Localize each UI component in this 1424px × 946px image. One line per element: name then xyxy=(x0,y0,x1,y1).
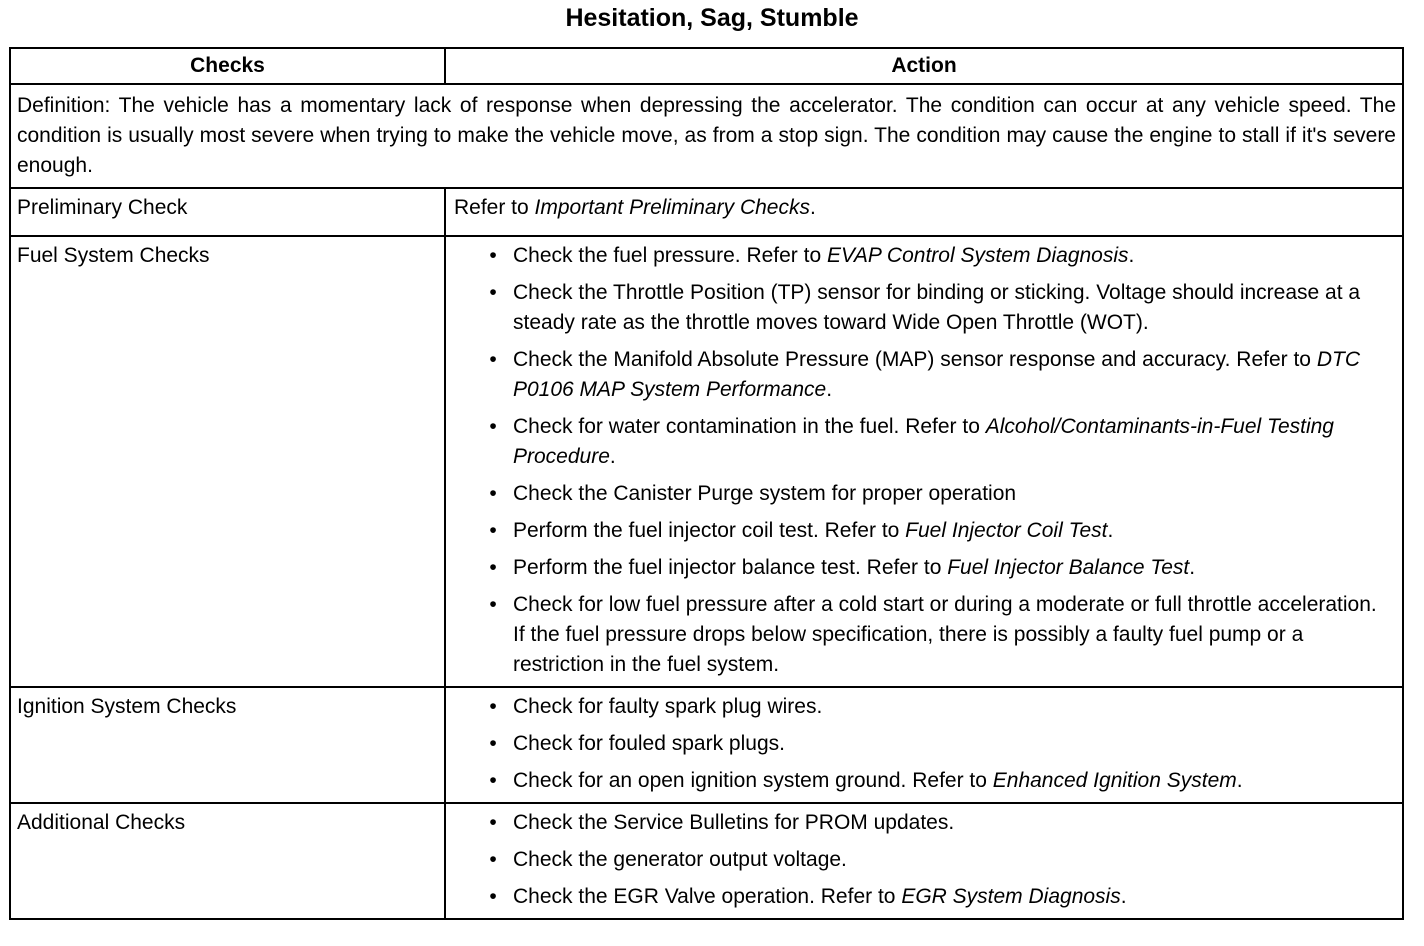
table-row xyxy=(10,236,1403,687)
action-cell xyxy=(445,803,1403,919)
action-item xyxy=(446,412,1402,472)
page-title: Hesitation, Sag, Stumble xyxy=(565,4,859,32)
action-item xyxy=(446,278,1402,338)
reference-link[interactable]: Alcohol/Contaminants-in-Fuel Testing Procedure xyxy=(513,415,1334,468)
action-end: . xyxy=(809,196,816,219)
action-end: . xyxy=(609,445,616,468)
reference-link[interactable]: EVAP Control System Diagnosis xyxy=(827,244,1129,267)
bullet-icon: • xyxy=(489,769,497,792)
table-row xyxy=(10,803,1403,919)
bullet-icon: • xyxy=(489,556,497,579)
definition-row xyxy=(10,84,1403,188)
action-text: Check the Canister Purge system for proper operation xyxy=(513,482,1017,505)
bullet-icon: • xyxy=(489,281,497,304)
bullet-icon: • xyxy=(489,885,497,908)
check-name: Preliminary Check xyxy=(10,188,445,236)
action-text: Check the generator output voltage. xyxy=(513,848,847,871)
table-header-row xyxy=(10,48,1403,84)
action-text: Check for water contamination in the fuel. Refer to xyxy=(513,415,986,438)
action-text: Check the Service Bulletins for PROM updates. xyxy=(513,811,955,834)
action-text: Perform the fuel injector balance test. Refer to xyxy=(513,556,948,579)
action-text: Check the fuel pressure. Refer to xyxy=(513,244,827,267)
action-text: Check for low fuel pressure after a cold start or during a moderate or full throttle acceleration. If the fuel pressure drops below specification, there is possibly a faulty fuel pump or a restriction in the fuel system. xyxy=(513,593,1377,676)
bullet-icon: • xyxy=(489,415,497,438)
bullet-icon: • xyxy=(489,811,497,834)
action-text: Check for faulty spark plug wires. xyxy=(513,695,823,718)
reference-link[interactable]: DTC P0106 MAP System Performance xyxy=(513,348,1360,401)
check-name: Additional Checks xyxy=(10,803,445,919)
action-end: . xyxy=(1189,556,1196,579)
action-item xyxy=(446,241,1402,271)
action-text: Check the Throttle Position (TP) sensor for binding or sticking. Voltage should increase at a steady rate as the throttle moves toward Wide Open Throttle (WOT). xyxy=(513,281,1361,334)
bullet-icon: • xyxy=(489,848,497,871)
check-name: Fuel System Checks xyxy=(10,236,445,687)
action-cell xyxy=(445,687,1403,803)
action-list xyxy=(446,237,1402,686)
action-item xyxy=(446,845,1402,875)
action-text: Refer to xyxy=(454,196,535,219)
action-item xyxy=(446,479,1402,509)
action-list xyxy=(446,804,1402,918)
reference-link[interactable]: Important Preliminary Checks xyxy=(534,196,810,219)
bullet-icon: • xyxy=(489,482,497,505)
action-text: Check the EGR Valve operation. Refer to xyxy=(513,885,902,908)
table-row xyxy=(10,188,1403,236)
table-row xyxy=(10,687,1403,803)
reference-link[interactable]: Fuel Injector Balance Test xyxy=(947,556,1190,579)
action-list xyxy=(446,688,1402,802)
reference-link[interactable]: Fuel Injector Coil Test xyxy=(905,519,1108,542)
action-item xyxy=(446,808,1402,838)
bullet-icon: • xyxy=(489,348,497,371)
action-end: . xyxy=(1236,769,1243,792)
bullet-icon: • xyxy=(489,695,497,718)
bullet-icon: • xyxy=(489,244,497,267)
action-text: Check the Manifold Absolute Pressure (MAP) sensor response and accuracy. Refer to xyxy=(513,348,1317,371)
checks-column-header: Checks xyxy=(10,48,445,84)
action-end: . xyxy=(1107,519,1114,542)
action-text: Check for an open ignition system ground. Refer to xyxy=(513,769,993,792)
action-cell xyxy=(445,236,1403,687)
action-end: . xyxy=(826,378,833,401)
action-item xyxy=(446,729,1402,759)
action-item xyxy=(446,766,1402,796)
bullet-icon: • xyxy=(489,593,497,616)
reference-link[interactable]: Enhanced Ignition System xyxy=(992,769,1237,792)
diagnosis-table xyxy=(9,47,1404,920)
action-column-header: Action xyxy=(445,48,1403,84)
action-item xyxy=(446,590,1402,680)
bullet-icon: • xyxy=(489,519,497,542)
action-item xyxy=(446,553,1402,583)
action-text: Perform the fuel injector coil test. Refer to xyxy=(513,519,906,542)
bullet-icon: • xyxy=(489,732,497,755)
action-end: . xyxy=(1120,885,1127,908)
action-end: . xyxy=(1128,244,1135,267)
reference-link[interactable]: EGR System Diagnosis xyxy=(901,885,1121,908)
definition-text: Definition: The vehicle has a momentary lack of response when depressing the accelerator. The condition can occur at any vehicle speed. The condition is usually most severe when trying to make the vehicle move, as from a stop sign. The condition may cause the engine to stall if it's severe enough. xyxy=(10,84,1403,188)
action-cell xyxy=(445,188,1403,236)
action-item xyxy=(446,692,1402,722)
check-name: Ignition System Checks xyxy=(10,687,445,803)
action-item xyxy=(446,882,1402,912)
action-item xyxy=(446,345,1402,405)
action-item xyxy=(446,516,1402,546)
action-text: Check for fouled spark plugs. xyxy=(513,732,785,755)
